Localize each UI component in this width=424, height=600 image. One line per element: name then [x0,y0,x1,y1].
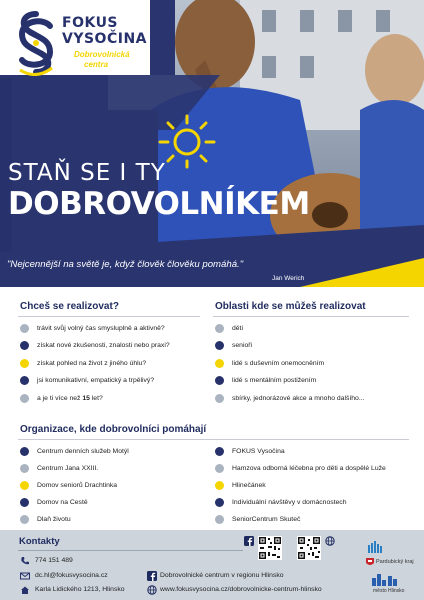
organizations-title: Organizace, kde dobrovolníci pomáhají [20,424,207,435]
contact-address: Karla Lidického 1213, Hlinsko [35,586,125,593]
list-item [20,375,170,392]
globe-icon [325,536,335,546]
bullet-dot-icon [215,394,224,403]
list-item [215,463,386,480]
list-item-text: Domov na Cestě [37,499,88,506]
list-item [215,358,365,375]
bullet-dot-icon [215,359,224,368]
logo-line2: VYSOČINA [62,31,147,47]
partner-kraj: Pardubický kraj [376,559,414,565]
bullet-dot-icon [20,324,29,333]
list-item-after: let? [89,394,103,402]
list-item-text: jsi komunikativní, empatický a trpělivý? [37,377,155,385]
facebook-icon [147,571,157,581]
bullet-dot-icon [215,324,224,333]
areas-list [215,323,365,410]
phone-icon [20,556,30,566]
facebook-qr-code[interactable] [258,536,282,560]
list-item-text: lidé s mentálním postižením [232,377,317,385]
bullet-dot-icon [215,515,224,524]
list-item-text: získat pohled na život z jiného úhlu? [37,359,147,367]
list-item-text: Centrum Jana XXIII. [37,465,99,472]
list-item [20,340,170,357]
organizations-list-right [215,446,386,531]
contact-facebook[interactable]: Dobrovolnické centrum v regionu Hlinsko [160,572,284,579]
contacts-divider [18,550,243,551]
list-item-text: děti [232,325,243,332]
list-item-text: trávit svůj volný čas smysluplně a aktivně? [37,325,165,332]
list-item-text: získat nové zkušenosti, znalosti nebo praxi? [37,342,170,350]
bullet-dot-icon [20,447,29,456]
hlinsko-logo-icon [372,574,402,586]
organizations-divider [18,439,409,440]
list-item-text: FOKUS Vysočina [232,448,285,455]
quote-text: "Nejcennější na světě je, když člověk člověku pomáhá." [7,259,244,270]
list-item-text: sbírky, jednorázové akce a mnoho dalšího... [232,394,365,402]
list-item [20,497,129,514]
list-item-text: Domov seniorů Drachtinka [37,482,118,489]
quote-author: Jan Werich [272,275,305,282]
list-item [215,393,365,410]
list-item [20,463,129,480]
list-item-text: Centrum denních služeb Motýl [37,448,129,455]
list-item-text: Dlaň životu [37,516,71,523]
bullet-dot-icon [215,447,224,456]
fokus-logo-mark-icon [16,10,56,76]
list-item [215,480,386,497]
list-item [215,446,386,463]
areas-title: Oblasti kde se můžeš realizovat [215,301,366,312]
list-item-text: SeniorCentrum Skuteč [232,516,301,523]
list-item [215,497,386,514]
areas-divider [213,316,409,317]
list-item [20,358,170,375]
fokus-logo [16,8,156,80]
list-item [20,446,129,463]
list-item-text: Hamzova odborná léčebna pro děti a dospělé Luže [232,465,386,472]
list-item-bold: 15 [82,394,90,402]
bullet-dot-icon [20,481,29,490]
list-item-text: Hlinečánek [232,482,266,489]
list-item [20,323,170,340]
globe-icon [147,585,157,595]
bullet-dot-icon [215,376,224,385]
bullet-dot-icon [20,341,29,350]
list-item [215,375,365,392]
headline-line2: DOBROVOLNÍKEM [8,186,310,222]
logo-sub1: Dobrovolnická [74,50,130,59]
list-item-text: Individuální návštěvy v domácnostech [232,499,347,506]
contact-email[interactable]: dc.hl@fokusvysocina.cz [35,572,108,579]
web-qr-code[interactable] [297,536,321,560]
bullet-dot-icon [20,359,29,368]
bullet-dot-icon [20,498,29,507]
list-item [20,480,129,497]
pardubice-region-icon [365,557,375,567]
realize-divider [18,316,200,317]
organizations-list-left [20,446,129,531]
bullet-dot-icon [20,394,29,403]
bullet-dot-icon [215,498,224,507]
headline-line1: STAŇ SE I TY [8,160,166,186]
hero-banner [0,0,424,287]
contacts-title: Kontakty [19,536,60,547]
bullet-dot-icon [215,481,224,490]
list-item [20,514,129,531]
email-icon [20,571,30,581]
list-item [215,514,386,531]
bullet-dot-icon [215,464,224,473]
list-item-text: lidé s duševním onemocněním [232,359,325,367]
list-item [20,393,170,410]
bullet-dot-icon [215,341,224,350]
list-item-text: a je ti více než [37,394,83,402]
bullet-dot-icon [20,515,29,524]
list-item [215,340,365,357]
list-item-text: senioři [232,342,253,350]
contact-phone[interactable]: 774 151 489 [35,557,73,564]
region-logo-icon [368,541,384,553]
list-item [215,323,365,340]
facebook-icon [244,536,254,546]
contact-web[interactable]: www.fokusvysocina.cz/dobrovolnicke-centrum-hlinsko [160,586,322,593]
logo-sub2: centra [84,60,109,69]
partner-city: město Hlinsko [373,588,405,594]
logo-line1: FOKUS [62,15,119,31]
realize-title: Chceš se realizovat? [20,301,119,312]
realize-list [20,323,170,410]
home-icon [20,585,30,595]
bullet-dot-icon [20,376,29,385]
bullet-dot-icon [20,464,29,473]
